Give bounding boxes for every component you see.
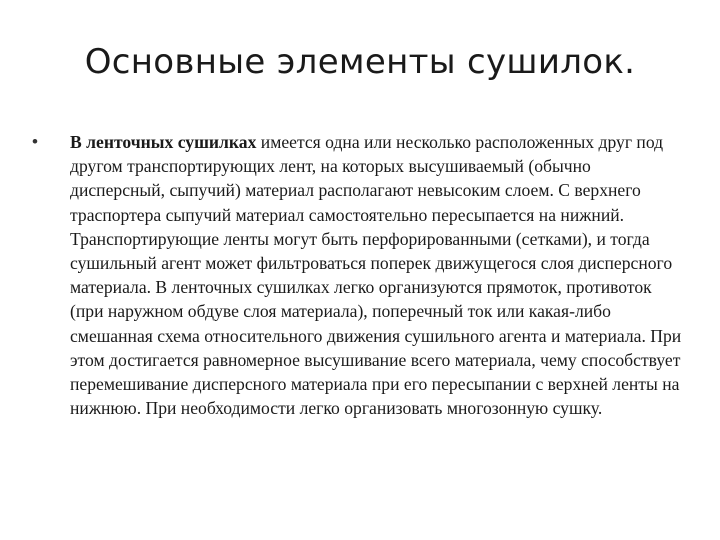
bullet-text: имеется одна или несколько расположенных друг под другом транспортирующих лент, на которых высушиваемый (обычно дисперсный, сыпучий) материал располагают невысоким слоем. С верхнего траспортера сыпучий материал самостоятельно пересыпается на нижний. Транспортирующие ленты могут быть перфорированными (сетками), и тогда сушильный агент может фильтроваться поперек движущегося слоя дисперсного материала. В ленточных сушилках легко организуются прямоток, противоток (при наружном обдуве слоя материала), поперечный ток или какая-либо смешанная схема относительного движения сушильного агента и материала. При этом достигается равномерное высушивание всего материала, чему способствует перемешивание дисперсного материала при его пересыпании с верхней ленты на нижнюю. При необходимости легко организовать многозонную сушку. — [70, 132, 682, 419]
bullet-term: В ленточных сушилках — [70, 132, 257, 152]
bullet-icon: • — [32, 132, 38, 151]
bullet-item — [28, 130, 688, 420]
slide-title: Основные элементы сушилок. — [84, 42, 636, 82]
slide-content — [28, 130, 688, 420]
